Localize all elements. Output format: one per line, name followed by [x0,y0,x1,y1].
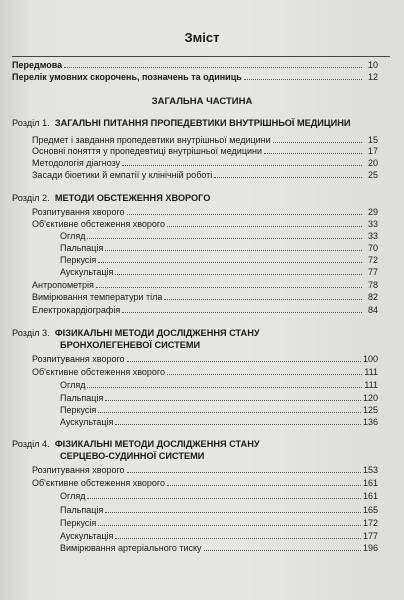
toc-entry: Об'єктивне обстеження хворого 33 [32,219,378,229]
toc-entry: Перкусія 172 [60,518,378,528]
toc-entry: Розпитування хворого 100 [32,354,378,364]
section-heading: Розділ 3. ФІЗИКАЛЬНІ МЕТОДИ ДОСЛІДЖЕННЯ СТАНУ [12,328,260,338]
page-title: Зміст [184,30,220,45]
toc-entry: Об'єктивне обстеження хворого 161 [32,478,378,488]
toc-entry: Предмет і завдання пропедевтики внутрішньої медицини 15 [32,135,378,145]
section-heading: Розділ 4. ФІЗИКАЛЬНІ МЕТОДИ ДОСЛІДЖЕННЯ СТАНУ [12,439,260,449]
toc-entry: Перкусія 72 [60,255,378,265]
toc-entry: Перкусія 125 [60,405,378,415]
toc-entry: Огляд 33 [60,231,378,241]
toc-entry: Пальпація 120 [60,393,378,403]
top-rule [12,56,390,57]
toc-entry: Огляд 111 [60,380,378,390]
part-heading: ЗАГАЛЬНА ЧАСТИНА [151,96,253,107]
toc-entry: Передмова 10 [12,60,378,70]
toc-entry: Пальпація 165 [60,505,378,515]
toc-entry: Огляд 161 [60,491,378,501]
toc-entry: Електрокардіографія 84 [32,305,378,315]
toc-entry: Основні поняття у пропедевтиці внутрішньої медицини 17 [32,146,378,156]
toc-entry: Вимірювання температури тіла 82 [32,292,378,302]
toc-entry: Аускультація 136 [60,417,378,427]
toc-entry: Антропометрія 78 [32,280,378,290]
toc-entry: Методологія діагнозу 20 [32,158,378,168]
toc-entry: Перелік умовних скорочень, позначень та одиниць 12 [12,72,378,82]
toc-entry: Аускультація 77 [60,267,378,277]
toc-entry: Вимірювання артеріального тиску 196 [60,543,378,553]
section-heading-line2: БРОНХОЛЕГЕНЕВОЇ СИСТЕМИ [60,340,201,350]
toc-entry: Пальпація 70 [60,243,378,253]
section-heading: Розділ 1. ЗАГАЛЬНІ ПИТАННЯ ПРОПЕДЕВТИКИ ВНУТРІШНЬОЇ МЕДИЦИНИ [12,118,351,128]
toc-entry: Розпитування хворого 29 [32,207,378,217]
toc-entry: Аускультація 177 [60,531,378,541]
toc-entry: Засади біоетики й емпатії у клінічній роботі 25 [32,170,378,180]
section-heading: Розділ 2. МЕТОДИ ОБСТЕЖЕННЯ ХВОРОГО [12,193,211,203]
toc-entry: Об'єктивне обстеження хворого 111 [32,367,378,377]
toc-entry: Розпитування хворого 153 [32,465,378,475]
section-heading-line2: СЕРЦЕВО-СУДИННОЇ СИСТЕМИ [60,451,205,461]
